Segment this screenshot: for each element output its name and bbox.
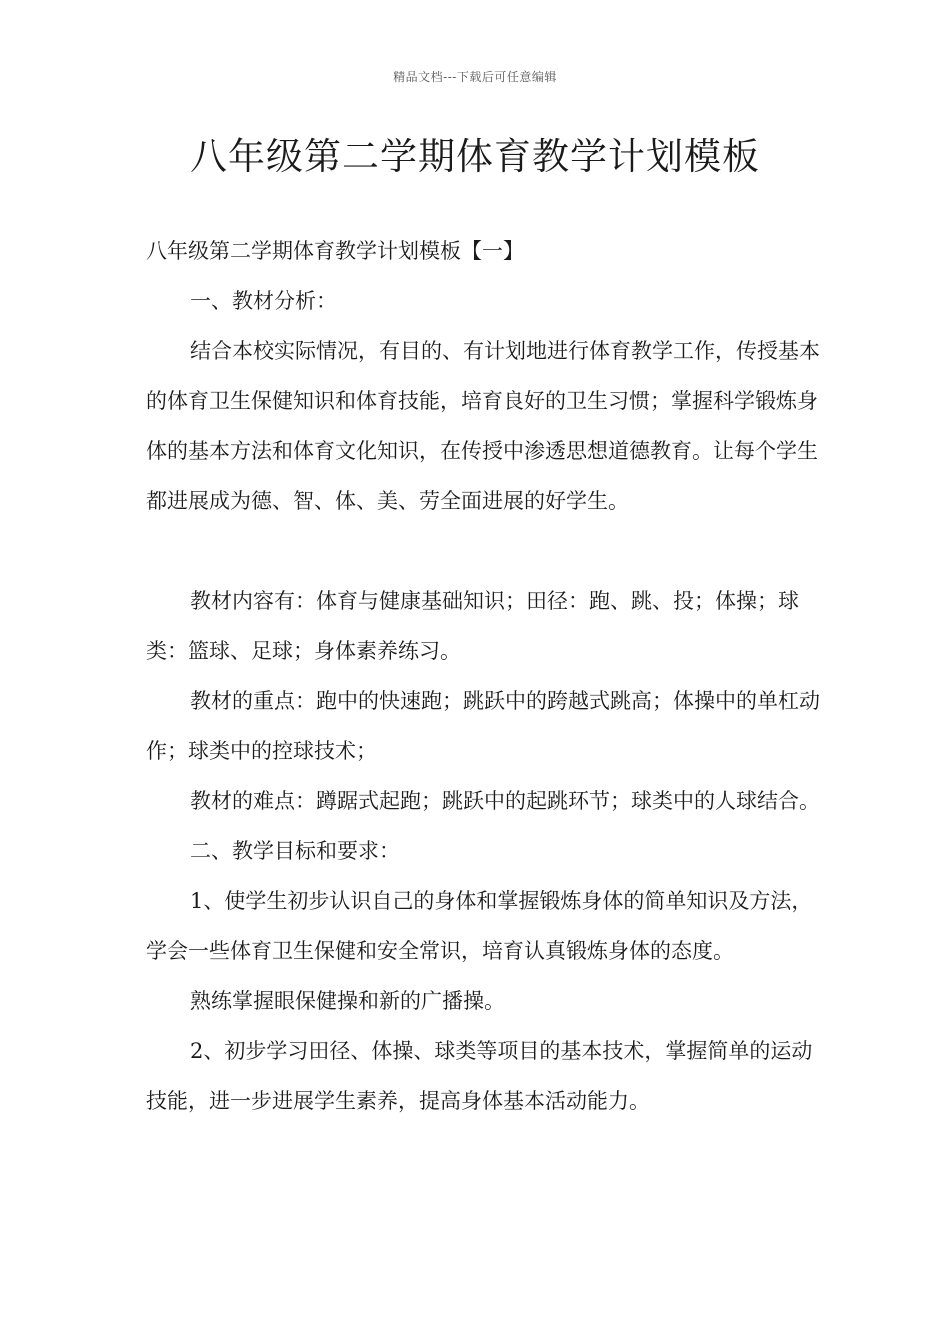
document-title: 八年级第二学期体育教学计划模板 bbox=[190, 135, 760, 178]
paragraph-material-content: 教材内容有：体育与健康基础知识；田径：跑、跳、投；体操；球类：篮球、足球；身体素养练习。 bbox=[146, 589, 799, 663]
section-heading-goals: 二、教学目标和要求： bbox=[190, 839, 400, 863]
header-note: 精品文档---下载后可任意编辑 bbox=[393, 70, 557, 84]
paragraph-material-key-points: 教材的重点：跑中的快速跑；跳跃中的跨越式跳高；体操中的单杠动作；球类中的控球技术； bbox=[146, 689, 820, 763]
paragraph-overview: 结合本校实际情况，有目的、有计划地进行体育教学工作，传授基本的体育卫生保健知识和体育技能，培育良好的卫生习惯；掌握科学锻炼身体的基本方法和体育文化知识，在传授中渗透思想道德教育。让每个学生都进展成为德、智、体、美、劳全面进展的好学生。 bbox=[146, 339, 820, 513]
paragraph-goal-one: 1、使学生初步认识自己的身体和掌握锻炼身体的简单知识及方法，学会一些体育卫生保健和安全常识，培育认真锻炼身体的态度。 bbox=[146, 889, 813, 963]
document-body bbox=[146, 226, 826, 1126]
section-heading-material-analysis: 一、教材分析： bbox=[190, 289, 337, 313]
paragraph-eye-exercise: 熟练掌握眼保健操和新的广播操。 bbox=[190, 989, 505, 1013]
paragraph-material-difficulties: 教材的难点：蹲踞式起跑；跳跃中的起跳环节；球类中的人球结合。 bbox=[190, 789, 820, 813]
paragraph-goal-two: 2、初步学习田径、体操、球类等项目的基本技术，掌握简单的运动技能，进一步进展学生素养，提高身体基本活动能力。 bbox=[146, 1039, 813, 1113]
paragraph-spacer bbox=[146, 526, 826, 576]
section-heading-template-one: 八年级第二学期体育教学计划模板【一】 bbox=[146, 239, 524, 263]
